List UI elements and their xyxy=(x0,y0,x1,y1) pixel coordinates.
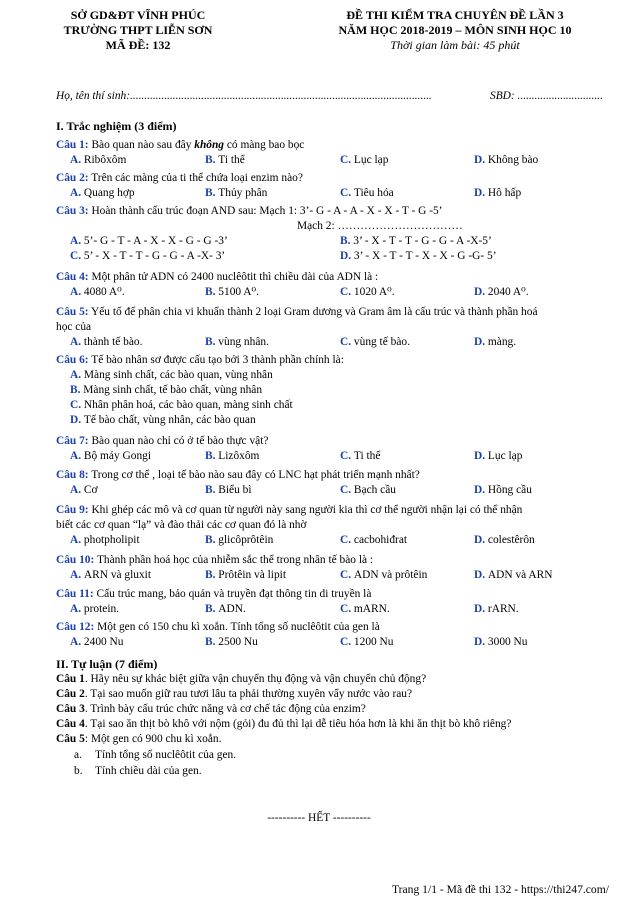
option-letter: A. xyxy=(70,154,84,166)
option-letter: C. xyxy=(340,484,354,496)
option-text: 5’- G - T - A - X - X - G - G -3’ xyxy=(83,235,228,247)
question-text-continued: học của xyxy=(56,321,92,333)
option-text: Ti thể xyxy=(353,450,381,462)
option-text: Quang hợp xyxy=(83,187,135,199)
question-label: Câu 10: xyxy=(56,554,95,566)
question-text-continued: Mạch 2: …………………………… xyxy=(297,220,463,232)
option-text: 2400 Nu xyxy=(83,636,124,648)
answer-option-a[interactable] xyxy=(70,483,98,498)
option-letter: A. xyxy=(70,534,84,546)
answer-option-c[interactable] xyxy=(340,449,380,464)
exam-year-subject: NĂM HỌC 2018-2019 – MÔN SINH HỌC 10 xyxy=(338,23,572,37)
essay-label: Câu 4 xyxy=(56,718,85,730)
option-letter: B. xyxy=(205,569,219,581)
question-text: Hoàn thành cấu trúc đoạn AND sau: Mạch 1: 3’- G - A - A - X - X - T - G -5’ xyxy=(88,205,443,217)
option-text: 3’ - X - T - T - G - G - A -X-5’ xyxy=(353,235,492,247)
option-letter: D. xyxy=(474,603,488,615)
answer-option-d[interactable] xyxy=(474,635,527,650)
option-text: Tế bào chất, vùng nhân, các bào quan xyxy=(83,414,256,426)
option-text: 4080 A⁰. xyxy=(83,286,125,298)
essay-question xyxy=(56,702,366,717)
question-stem xyxy=(56,138,304,153)
question-label: Câu 5: xyxy=(56,306,89,318)
option-text: 1020 A⁰. xyxy=(353,286,395,298)
option-text: 5’ - X - T - T - G - G - A -X- 3’ xyxy=(83,250,226,262)
answer-option-c[interactable] xyxy=(340,335,410,350)
question-stem xyxy=(56,468,420,483)
option-text: Màng sinh chất, các bào quan, vùng nhân xyxy=(83,369,273,381)
exam-code: MÃ ĐỀ: 132 xyxy=(105,38,171,52)
option-text: Bạch cầu xyxy=(353,484,396,496)
school-dept: SỞ GD&ĐT VĨNH PHÚC xyxy=(70,8,206,22)
question-text-continued: biết các cơ quan “lạ” và đào thải các cơ quan đó là nhờ xyxy=(56,519,307,531)
option-text: rARN. xyxy=(487,603,519,615)
question-label: Câu 6: xyxy=(56,354,89,366)
option-letter: C. xyxy=(70,399,84,411)
student-name-field: Họ, tên thí sinh:.......................................................................................................... xyxy=(56,90,432,102)
question-text: Một gen có 150 chu kì xoắn. Tính tổng số nuclêôtit của gen là xyxy=(94,621,380,633)
option-text: Hô hấp xyxy=(487,187,522,199)
option-text: Lizôxôm xyxy=(218,450,260,462)
question-text: Một phân tử ADN có 2400 nuclêôtit thì chiều dài của ADN là : xyxy=(88,271,379,283)
option-text: 2040 A⁰. xyxy=(487,286,529,298)
question-text: Trong cơ thể , loại tế bào nào sau đây có LNC hạt phát triển mạnh nhất? xyxy=(88,469,420,481)
question-label: Câu 11: xyxy=(56,588,94,600)
option-text: cacbohiđrat xyxy=(353,534,408,546)
essay-text: . Hãy nêu sự khác biệt giữa vận chuyển thụ động và vận chuyển chủ động? xyxy=(84,673,427,685)
essay-text: : Một gen có 900 chu kì xoắn. xyxy=(84,733,222,745)
question-label: Câu 7: xyxy=(56,435,89,447)
school-name: TRƯỜNG THPT LIỄN SƠN xyxy=(63,23,213,37)
option-letter: D. xyxy=(474,484,488,496)
question-text: Trên các màng của ti thể chứa loại enzim nào? xyxy=(88,172,303,184)
essay-label: Câu 5 xyxy=(56,733,85,745)
essay-label: Câu 2 xyxy=(56,688,85,700)
option-text: Màng sinh chất, tế bào chất, vùng nhân xyxy=(83,384,263,396)
exam-title: ĐỀ THI KIỂM TRA CHUYÊN ĐỀ LẦN 3 xyxy=(346,8,564,22)
option-text: Ribôxôm xyxy=(83,154,127,166)
option-text: photpholipit xyxy=(83,534,140,546)
answer-option-a[interactable] xyxy=(70,335,142,350)
answer-option-b[interactable] xyxy=(205,449,259,464)
sub-question-text: Tính tổng số nuclêôtit của gen. xyxy=(95,749,237,761)
essay-text: . Trình bày cấu trúc chức năng và cơ chế tác động của enzim? xyxy=(84,703,366,715)
question-label: Câu 9: xyxy=(56,504,89,516)
option-text: Không bào xyxy=(487,154,539,166)
option-text: vùng nhân. xyxy=(218,336,269,348)
answer-option-c[interactable] xyxy=(340,153,388,168)
question-text: Khi ghép các mô và cơ quan từ người này sang người kia thì cơ thể người nhận lại có thể nhận xyxy=(88,504,523,516)
option-letter: B. xyxy=(205,484,219,496)
answer-option-a[interactable] xyxy=(70,568,151,583)
question-stem xyxy=(56,587,371,602)
option-text: Lục lạp xyxy=(353,154,389,166)
answer-option-b[interactable] xyxy=(205,285,259,300)
option-letter: A. xyxy=(70,336,84,348)
answer-option-a[interactable] xyxy=(70,368,273,383)
question-label: Câu 4: xyxy=(56,271,89,283)
option-letter: A. xyxy=(70,569,84,581)
option-letter: D. xyxy=(474,569,488,581)
option-text: Lục lạp xyxy=(487,450,523,462)
question-stem xyxy=(56,270,378,285)
option-letter: B. xyxy=(205,603,219,615)
option-letter: C. xyxy=(340,187,354,199)
question-stem xyxy=(56,620,380,635)
option-text: glicôprôtêin xyxy=(218,534,274,546)
option-letter: D. xyxy=(340,250,354,262)
question-stem xyxy=(56,305,538,320)
question-label: Câu 3: xyxy=(56,205,89,217)
option-letter: D. xyxy=(474,286,488,298)
sub-question-label: b. xyxy=(74,765,83,777)
option-letter: D. xyxy=(474,534,488,546)
option-text: ADN và ARN xyxy=(487,569,553,581)
option-text: colestêrôn xyxy=(487,534,535,546)
option-letter: A. xyxy=(70,636,84,648)
option-text: ADN. xyxy=(218,603,246,615)
answer-option-a[interactable] xyxy=(70,449,151,464)
option-letter: C. xyxy=(340,336,354,348)
exam-time: Thời gian làm bài: 45 phút xyxy=(390,38,520,52)
question-text: Bào quan nào chỉ có ở tế bào thực vật? xyxy=(88,435,269,447)
option-text: protein. xyxy=(83,603,120,615)
option-text: Bộ máy Gongi xyxy=(83,450,151,462)
option-text: Thủy phân xyxy=(218,187,268,199)
question-emphasis: không xyxy=(194,139,225,151)
answer-option-c[interactable] xyxy=(70,398,293,413)
option-text: Biểu bì xyxy=(218,484,252,496)
sub-question-label: a. xyxy=(74,749,82,761)
option-letter: C. xyxy=(340,636,354,648)
option-letter: D. xyxy=(474,336,488,348)
answer-option-a[interactable] xyxy=(70,533,140,548)
question-text: Thành phần hoá học của nhiễm sắc thể trong nhân tế bào là : xyxy=(94,554,374,566)
option-letter: D. xyxy=(474,450,488,462)
option-letter: B. xyxy=(205,450,219,462)
answer-option-c[interactable] xyxy=(340,635,393,650)
question-text: Cấu trúc mang, bảo quản và truyền đạt thông tin di truyền là xyxy=(93,588,372,600)
option-text: Hồng cầu xyxy=(487,484,532,496)
answer-option-d[interactable] xyxy=(474,533,535,548)
answer-option-a[interactable] xyxy=(70,234,228,249)
question-stem xyxy=(56,204,442,219)
option-letter: A. xyxy=(70,369,84,381)
answer-option-a[interactable] xyxy=(70,602,119,617)
option-letter: C. xyxy=(340,154,354,166)
question-label: Câu 2: xyxy=(56,172,89,184)
answer-option-b[interactable] xyxy=(205,568,286,583)
essay-text: . Tại sao muốn giữ rau tươi lâu ta phải thường xuyên vẩy nước vào rau? xyxy=(84,688,413,700)
option-text: Ti thể xyxy=(218,154,245,166)
option-text: Prôtêin và lipit xyxy=(218,569,287,581)
answer-option-d[interactable] xyxy=(340,249,497,264)
option-letter: D. xyxy=(474,187,488,199)
answer-option-d[interactable] xyxy=(474,186,521,201)
option-text: Cơ xyxy=(83,484,98,496)
option-letter: C. xyxy=(340,286,354,298)
option-letter: A. xyxy=(70,187,84,199)
option-letter: B. xyxy=(205,187,219,199)
option-text: màng. xyxy=(487,336,517,348)
answer-option-d[interactable] xyxy=(474,449,522,464)
option-text: Tiêu hóa xyxy=(353,187,394,199)
option-text: thành tế bào. xyxy=(83,336,143,348)
option-letter: D. xyxy=(474,154,488,166)
option-letter: C. xyxy=(340,534,354,546)
answer-option-d[interactable] xyxy=(70,413,256,428)
essay-label: Câu 1 xyxy=(56,673,85,685)
answer-option-d[interactable] xyxy=(474,285,529,300)
option-letter: C. xyxy=(70,250,84,262)
page-footer: Trang 1/1 - Mã đề thi 132 - https://thi247.com/ xyxy=(392,883,609,896)
answer-option-a[interactable] xyxy=(70,186,135,201)
answer-option-c[interactable] xyxy=(340,602,390,617)
option-text: 5100 A⁰. xyxy=(218,286,259,298)
answer-option-b[interactable] xyxy=(70,383,262,398)
question-text: có màng bao bọc xyxy=(224,139,305,151)
section-2-title: II. Tự luận (7 điểm) xyxy=(56,657,158,671)
option-text: 3’ - X - T - T - X - X - G -G- 5’ xyxy=(353,250,497,262)
option-letter: A. xyxy=(70,450,84,462)
option-letter: A. xyxy=(70,484,84,496)
option-letter: B. xyxy=(205,286,219,298)
option-letter: A. xyxy=(70,235,84,247)
answer-option-c[interactable] xyxy=(340,483,396,498)
answer-option-d[interactable] xyxy=(474,483,532,498)
question-stem xyxy=(56,503,522,518)
answer-option-d[interactable] xyxy=(474,153,538,168)
option-text: ARN và gluxit xyxy=(83,569,151,581)
answer-option-c[interactable] xyxy=(340,533,407,548)
essay-question xyxy=(56,732,221,747)
option-text: mARN. xyxy=(353,603,390,615)
question-label: Câu 8: xyxy=(56,469,89,481)
question-stem xyxy=(56,434,268,449)
question-stem xyxy=(56,353,344,368)
option-letter: C. xyxy=(340,569,354,581)
option-text: vùng tế bào. xyxy=(353,336,410,348)
answer-option-d[interactable] xyxy=(474,602,519,617)
answer-option-b[interactable] xyxy=(205,635,258,650)
sub-question-text: Tính chiều dài của gen. xyxy=(95,765,202,777)
answer-option-b[interactable] xyxy=(340,234,492,249)
option-text: 3000 Nu xyxy=(487,636,528,648)
essay-question xyxy=(56,672,426,687)
essay-question xyxy=(56,717,511,732)
question-text: Yếu tố để phân chia vi khuẩn thành 2 loại Gram dương và Gram âm là cấu trúc và thành phần hoá xyxy=(88,306,538,318)
option-text: 1200 Nu xyxy=(353,636,394,648)
answer-option-b[interactable] xyxy=(205,186,267,201)
option-letter: C. xyxy=(340,450,354,462)
essay-question xyxy=(56,687,412,702)
question-text: Tế bào nhân sơ được cấu tạo bởi 3 thành phần chính là: xyxy=(88,354,344,366)
section-1-title: I. Trắc nghiệm (3 điểm) xyxy=(56,119,177,133)
answer-option-b[interactable] xyxy=(205,153,245,168)
option-text: Nhân phân hoá, các bào quan, màng sinh chất xyxy=(83,399,293,411)
option-letter: D. xyxy=(70,414,84,426)
question-stem xyxy=(56,171,303,186)
answer-option-b[interactable] xyxy=(205,483,252,498)
answer-option-d[interactable] xyxy=(474,335,516,350)
option-letter: B. xyxy=(205,636,219,648)
student-id-field: SBD: .............................. xyxy=(490,90,603,102)
option-letter: B. xyxy=(340,235,354,247)
option-letter: B. xyxy=(205,336,219,348)
option-text: ADN và prôtêin xyxy=(353,569,428,581)
answer-option-b[interactable] xyxy=(205,602,246,617)
answer-option-a[interactable] xyxy=(70,285,125,300)
answer-option-c[interactable] xyxy=(340,186,394,201)
option-letter: A. xyxy=(70,603,84,615)
question-label: Câu 1: xyxy=(56,139,89,151)
question-label: Câu 12: xyxy=(56,621,95,633)
answer-option-a[interactable] xyxy=(70,153,126,168)
question-text: Bào quan nào sau đây xyxy=(88,139,195,151)
option-letter: B. xyxy=(205,534,219,546)
end-marker: ---------- HẾT ---------- xyxy=(267,812,371,824)
answer-option-b[interactable] xyxy=(205,335,269,350)
option-letter: D. xyxy=(474,636,488,648)
option-letter: A. xyxy=(70,286,84,298)
option-text: 2500 Nu xyxy=(218,636,258,648)
option-letter: C. xyxy=(340,603,354,615)
answer-option-c[interactable] xyxy=(340,285,395,300)
question-stem xyxy=(56,553,373,568)
option-letter: B. xyxy=(70,384,84,396)
essay-text: . Tại sao ăn thịt bò khô với nộm (gỏi) đu đủ thì lại dễ tiêu hóa hơn là khi ăn thịt bò khô riêng? xyxy=(84,718,512,730)
answer-option-c[interactable] xyxy=(340,568,427,583)
answer-option-d[interactable] xyxy=(474,568,552,583)
answer-option-b[interactable] xyxy=(205,533,273,548)
option-letter: B. xyxy=(205,154,219,166)
answer-option-c[interactable] xyxy=(70,249,225,264)
answer-option-a[interactable] xyxy=(70,635,123,650)
essay-label: Câu 3 xyxy=(56,703,85,715)
